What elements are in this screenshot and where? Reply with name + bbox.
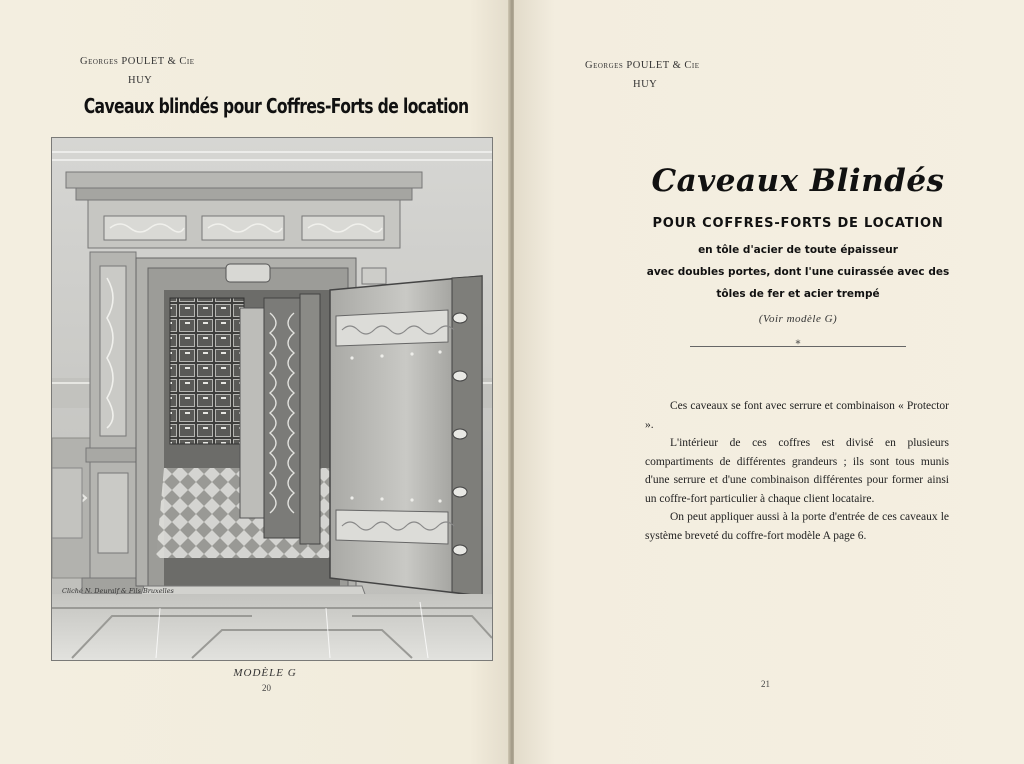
firm-city: HUY [633, 79, 658, 90]
ornament-star: * [795, 339, 801, 350]
body-text [645, 397, 949, 545]
model-reference: (Voir modèle G) [758, 313, 838, 325]
firm-city: HUY [128, 75, 153, 86]
firm-name: Georges POULET & Cie [585, 60, 700, 71]
plate-title: Caveaux blindés pour Coffres-Forts de location [83, 94, 469, 118]
paragraph: Ces caveaux se font avec serrure et combinaison « Protector ». [645, 400, 949, 431]
left-page [0, 0, 510, 764]
spec-line: avec doubles portes, dont l'une cuirassée avec des [646, 266, 950, 278]
plate-caption: MODÈLE G [233, 667, 297, 679]
spec-line: tôles de fer et acier trempé [716, 288, 880, 300]
left-page-header [80, 52, 195, 90]
engraver-mark: Cliché N. Deuralf & Fils Bruxelles [62, 587, 174, 595]
page-number-right: 21 [761, 679, 770, 689]
page-title: Caveaux Blindés [651, 163, 945, 199]
spec-line: en tôle d'acier de toute épaisseur [698, 244, 898, 256]
right-page-header [585, 56, 700, 94]
page-number-left: 20 [262, 683, 271, 693]
paragraph: L'intérieur de ces coffres est divisé en plusieurs compartiments de différentes grandeurs ; ils sont tous munis d'une serrure et d'une combinaison différentes pour former ainsi un coffre-fort particulier à chaque client locataire. [645, 437, 949, 505]
right-page [514, 0, 1024, 764]
page-subtitle: POUR COFFRES-FORTS DE LOCATION [652, 216, 944, 231]
firm-name: Georges POULET & Cie [80, 56, 195, 67]
paragraph: On peut appliquer aussi à la porte d'entrée de ces caveaux le système breveté du coffre-fort modèle A page 6. [645, 511, 949, 542]
vault-engraving [51, 137, 493, 661]
